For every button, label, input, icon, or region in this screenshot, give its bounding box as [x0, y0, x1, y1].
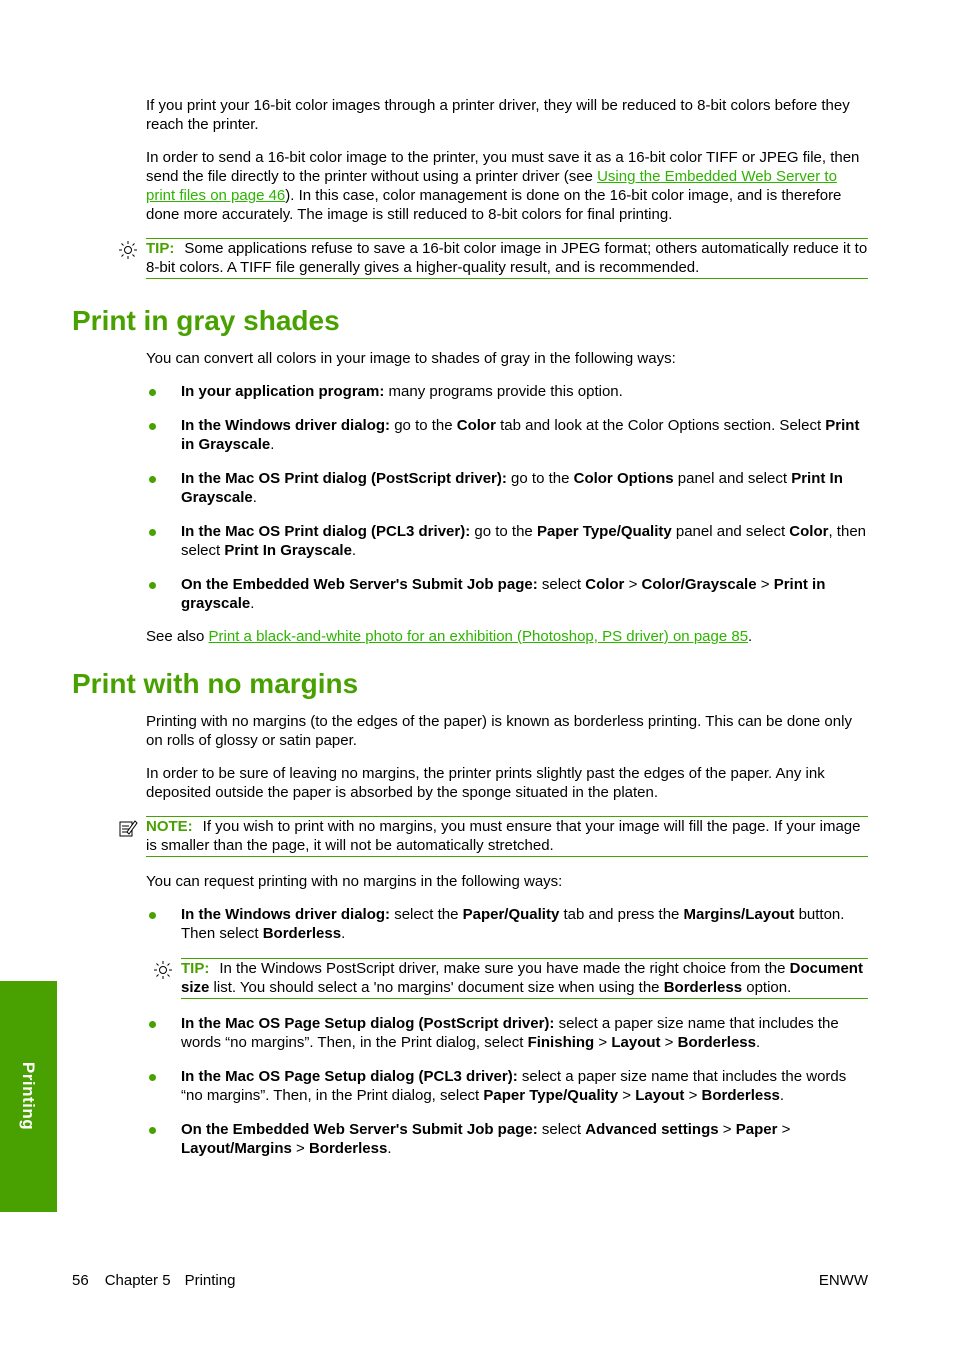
- tip-text: [181, 959, 868, 997]
- text: Advanced settings: [585, 1121, 719, 1138]
- text: go to the: [470, 523, 537, 540]
- bullet-icon: [149, 389, 156, 396]
- text: tab and look at the Color Options section. Select: [495, 417, 826, 434]
- list-item: In the Windows driver dialog: select the Paper/Quality tab and press the Margins/Layout button. Then select Borderless.: [146, 905, 868, 943]
- text: list. You should select a 'no margins' document size when using the: [209, 979, 664, 996]
- list-item: In the Windows driver dialog: go to the Color tab and look at the Color Options section. Select Print in Grayscale.: [146, 416, 868, 454]
- tip-text: [146, 239, 868, 277]
- tip-label: TIP:: [146, 240, 175, 257]
- text: On the Embedded Web Server's Submit Job page:: [181, 1121, 538, 1138]
- side-tab-label: Printing: [19, 1061, 38, 1131]
- bullet-icon: [149, 582, 156, 589]
- text: select: [537, 1121, 586, 1138]
- note-text: [146, 817, 868, 855]
- text: Paper Type/Quality: [483, 1087, 619, 1104]
- heading-print-in-gray-shades: Print in gray shades: [72, 305, 340, 336]
- text: Print in Grayscale: [181, 417, 860, 453]
- margins-methods-list: [146, 905, 868, 943]
- chapter-side-tab: [0, 981, 57, 1212]
- gray-intro: You can convert all colors in your image to shades of gray in the following ways:: [146, 350, 676, 367]
- footer-right: ENWW: [818, 1272, 868, 1289]
- bullet-icon: [149, 912, 156, 919]
- text: many programs provide this option.: [384, 383, 623, 400]
- text: On the Embedded Web Server's Submit Job page:: [181, 576, 538, 593]
- text: Print in grayscale: [181, 576, 826, 612]
- heading-print-with-no-margins: Print with no margins: [72, 668, 359, 699]
- text: In your application program:: [181, 383, 385, 400]
- list-item: In the Mac OS Print dialog (PostScript driver): go to the Color Options panel and select Print In Grayscale.: [146, 469, 868, 507]
- margins-methods-list-continued: [146, 1014, 868, 1158]
- bullet-icon: [149, 1074, 156, 1081]
- list-item: On the Embedded Web Server's Submit Job page: select Advanced settings > Paper > Layout/Margins > Borderless.: [146, 1120, 868, 1158]
- text: Color/Grayscale: [641, 576, 757, 593]
- text: In the Mac OS Print dialog (PCL3 driver):: [181, 523, 471, 540]
- text: ). In this case, color management is done on the 16-bit color image, and is therefore done more accurately. The image is still reduced to 8-bit colors for final printing.: [146, 187, 842, 223]
- list-item: In the Mac OS Page Setup dialog (PostScript driver): select a paper size name that includes the words “no margins”. Then, in the Print dialog, select Finishing > Layout > Borderless.: [146, 1014, 868, 1052]
- embedded-web-server-link[interactable]: Using the Embedded Web Server to print files on page 46: [146, 168, 837, 204]
- text: In the Windows driver dialog:: [181, 906, 391, 923]
- tip-callout: [146, 238, 868, 279]
- text: Layout: [635, 1087, 685, 1104]
- text: See also: [146, 628, 209, 645]
- note-label: NOTE:: [146, 818, 193, 835]
- tip-label: TIP:: [181, 960, 210, 977]
- text: Color Options: [573, 470, 674, 487]
- bullet-icon: [149, 1127, 156, 1134]
- page-number: 56: [72, 1272, 89, 1289]
- text: Paper/Quality: [462, 906, 560, 923]
- list-item: In the Mac OS Page Setup dialog (PCL3 driver): select a paper size name that includes the words “no margins”. Then, in the Print dialog, select Paper Type/Quality > Layout > Borderless.: [146, 1067, 868, 1105]
- text: select the: [390, 906, 463, 923]
- text: , then select: [181, 523, 866, 559]
- text: select a paper size name that includes the words “no margins”. Then, in the Print dialog, select: [181, 1015, 839, 1051]
- tip-callout-nested: [181, 958, 868, 999]
- margins-paragraph-1: Printing with no margins (to the edges of the paper) is known as borderless printing. This can be done only on rolls of glossy or satin paper.: [146, 713, 852, 749]
- text: Print In Grayscale: [181, 470, 843, 506]
- text: panel and select: [671, 523, 790, 540]
- text: Some applications refuse to save a 16-bit color image in JPEG format; others automatically reduce it to 8-bit colors. A TIFF file generally gives a higher-quality result, and is recommended.: [146, 240, 868, 276]
- margins-paragraph-2: In order to be sure of leaving no margins, the printer prints slightly past the edges of the paper. Any ink deposited outside the paper is absorbed by the sponge situated in the platen.: [146, 765, 825, 801]
- text: select: [537, 576, 586, 593]
- text: Layout/Margins: [181, 1140, 292, 1157]
- text: Color: [456, 417, 496, 434]
- text: Document size: [181, 960, 863, 996]
- text: go to the: [506, 470, 574, 487]
- text: tab and press the: [559, 906, 684, 923]
- list-item: [146, 382, 868, 401]
- text: In the Mac OS Page Setup dialog (PostScript driver):: [181, 1015, 555, 1032]
- text: Borderless: [677, 1034, 756, 1051]
- text: Borderless: [262, 925, 342, 942]
- note-pencil-icon: [118, 818, 138, 838]
- bullet-icon: [149, 423, 156, 430]
- bullet-icon: [149, 1021, 156, 1028]
- gray-methods-list: [146, 382, 868, 613]
- text: Borderless: [308, 1140, 388, 1157]
- text: button. Then select: [181, 906, 845, 942]
- text: go to the: [390, 417, 457, 434]
- text: In the Windows PostScript driver, make sure you have made the right choice from the: [219, 960, 790, 977]
- text: In order to send a 16-bit color image to the printer, you must save it as a 16-bit color TIFF or JPEG file, then send the file directly to the printer without using a printer driver (see: [146, 149, 860, 185]
- text: option.: [742, 979, 792, 996]
- bullet-icon: [149, 476, 156, 483]
- page-content: [72, 96, 868, 1173]
- bullet-icon: [149, 529, 156, 536]
- black-and-white-photo-link[interactable]: Print a black-and-white photo for an exhibition (Photoshop, PS driver) on page 85: [208, 628, 749, 645]
- text: In the Mac OS Page Setup dialog (PCL3 driver):: [181, 1068, 518, 1085]
- footer-left: [72, 1272, 235, 1289]
- text: If you wish to print with no margins, you must ensure that your image will fill the page. If your image is smaller than the page, it will not be automatically stretched.: [146, 818, 861, 854]
- lightbulb-icon: [153, 960, 173, 980]
- intro-paragraph-1: If you print your 16-bit color images through a printer driver, they will be reduced to 8-bit colors before they reach the printer.: [146, 97, 850, 133]
- section-label: Printing: [184, 1272, 236, 1289]
- lightbulb-icon: [118, 240, 138, 260]
- text: Print In Grayscale: [224, 542, 352, 559]
- text: select a paper size name that includes the words “no margins”. Then, in the Print dialog, select: [181, 1068, 847, 1104]
- text: Layout: [611, 1034, 661, 1051]
- chapter-label: Chapter 5: [104, 1272, 171, 1289]
- text: Margins/Layout: [683, 906, 795, 923]
- margins-paragraph-3: You can request printing with no margins in the following ways:: [146, 873, 563, 890]
- note-callout: [146, 816, 868, 857]
- text: Paper Type/Quality: [536, 523, 672, 540]
- text: Color: [789, 523, 829, 540]
- text: In the Windows driver dialog:: [181, 417, 391, 434]
- see-also: See also Print a black-and-white photo for an exhibition (Photoshop, PS driver) on page 85.: [146, 628, 753, 645]
- text: Finishing: [527, 1034, 595, 1051]
- text: panel and select: [673, 470, 792, 487]
- list-item: In the Mac OS Print dialog (PCL3 driver): go to the Paper Type/Quality panel and select Color, then select Print In Grayscale.: [146, 522, 868, 560]
- text: Borderless: [663, 979, 743, 996]
- list-item: On the Embedded Web Server's Submit Job page: select Color > Color/Grayscale > Print in grayscale.: [146, 575, 868, 613]
- intro-paragraph-2: [146, 148, 868, 224]
- text: Borderless: [701, 1087, 780, 1104]
- text: Paper: [735, 1121, 778, 1138]
- text: Color: [585, 576, 625, 593]
- text: In the Mac OS Print dialog (PostScript driver):: [181, 470, 507, 487]
